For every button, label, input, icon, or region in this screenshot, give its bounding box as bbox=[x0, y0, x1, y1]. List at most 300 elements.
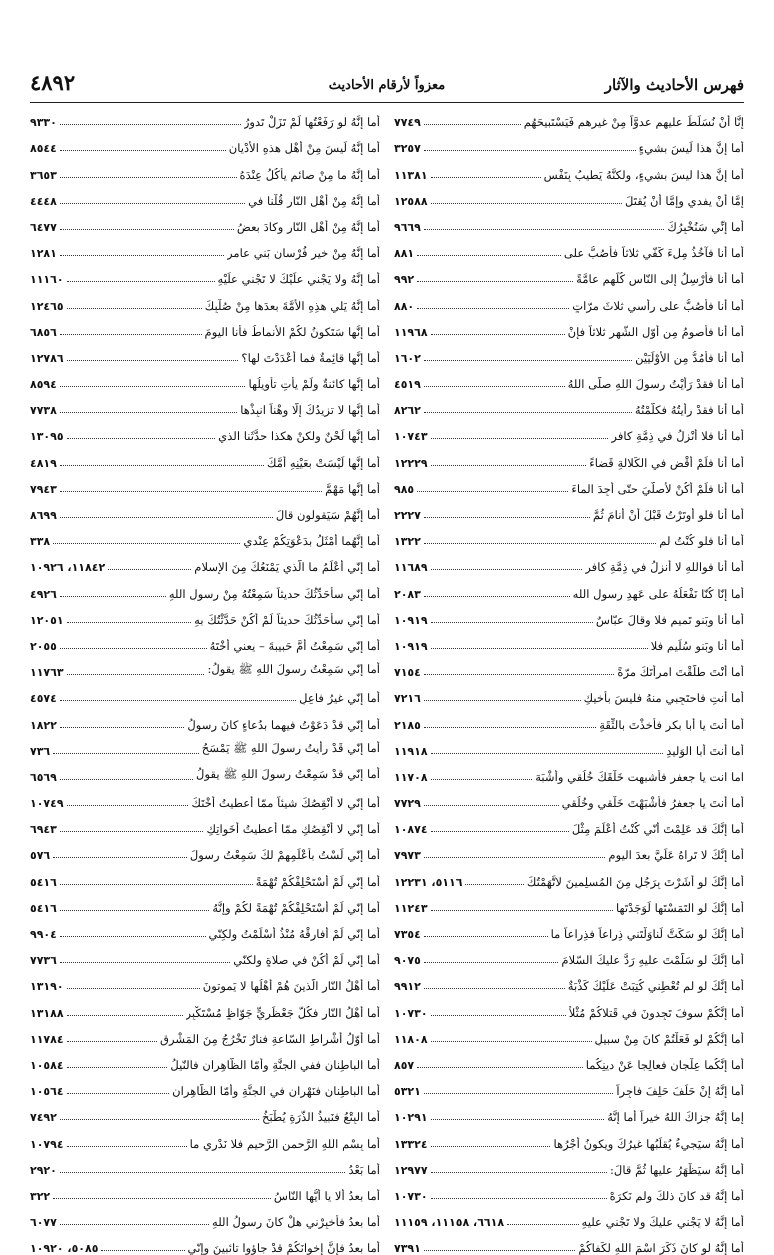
entry-text: إنَّا أنْ نُسَلِّطَ عليهم عدوَّاً مِنْ غيرِهم فَيَسْتَبيحَهُم bbox=[523, 115, 744, 130]
entry-text: أما أنا فأَصُبُّ على رأْسي ثلاثَ مرّاتٍ bbox=[572, 298, 744, 313]
dot-leader bbox=[60, 517, 273, 518]
dot-leader bbox=[424, 596, 570, 597]
dot-leader bbox=[60, 648, 207, 649]
dot-leader bbox=[67, 281, 215, 282]
entry-text: أما إنّي لا أُنْقِصُكِ ممّا أعطيتُ أخَواتِكِ bbox=[206, 822, 380, 837]
entry-text: أما إنَّها قائِمةٌ فما أعْدَدْتَ لها؟ bbox=[241, 350, 380, 365]
dot-leader bbox=[417, 1067, 583, 1068]
index-entry bbox=[394, 1229, 744, 1255]
entry-text: أما الباطِنانِ فنَهْرانِ في الجنَّةِ وأمّا الظّاهِرانِ bbox=[172, 1084, 380, 1099]
entry-numbers: ٧٧٣٨ bbox=[30, 404, 57, 418]
index-entry bbox=[394, 1124, 744, 1150]
entry-numbers: ٢١٨٥ bbox=[394, 718, 421, 732]
entry-numbers: ١٢٤٦٥ bbox=[30, 299, 64, 313]
entry-numbers: ٦٥٦٩ bbox=[30, 770, 57, 784]
entry-numbers: ٨٥٧ bbox=[394, 1058, 415, 1072]
entry-text: أما بعدُ فإنَّ إخوانَكُمْ قدْ جاؤوا تائبينَ وإنّي bbox=[187, 1241, 380, 1255]
index-entry bbox=[394, 1046, 744, 1072]
entry-text: أما إنَّهُ مِنْ خيرِ فُرْسانِ بَني عامرٍ bbox=[227, 246, 380, 261]
dot-leader bbox=[424, 412, 632, 413]
dot-leader bbox=[424, 857, 606, 858]
dot-leader bbox=[60, 1172, 346, 1173]
dot-leader bbox=[60, 779, 193, 780]
entry-numbers: ٤٨١٩ bbox=[30, 456, 57, 470]
entry-text: أما إنَّها كائنةٌ ولَمْ يأْتِ تأويلُها bbox=[248, 377, 380, 392]
dot-leader bbox=[424, 805, 559, 806]
index-entry bbox=[394, 443, 744, 469]
entry-text: أما إنَّكَ لو سَلَّمْتَ عليهِ رَدَّ عليكَ السّلامَ bbox=[561, 953, 744, 968]
dot-leader bbox=[60, 177, 237, 178]
index-entry bbox=[394, 182, 744, 208]
entry-numbers: ١٣٢٢ bbox=[394, 535, 421, 549]
entry-numbers: ٣٢٢ bbox=[30, 1189, 51, 1203]
entry-numbers: ٧٩٤٣ bbox=[30, 482, 57, 496]
right-column bbox=[394, 103, 744, 1255]
index-entry bbox=[394, 653, 744, 679]
entry-numbers: ١٢٠٥١ bbox=[30, 613, 64, 627]
index-entry bbox=[394, 810, 744, 836]
index-entry bbox=[394, 784, 744, 810]
dot-leader bbox=[431, 831, 569, 832]
entry-numbers: ٨٢٦٢ bbox=[394, 404, 421, 418]
dot-leader bbox=[53, 543, 240, 544]
dot-leader bbox=[431, 334, 565, 335]
index-entry bbox=[30, 1151, 380, 1177]
dot-leader bbox=[431, 779, 533, 780]
dot-leader bbox=[431, 203, 622, 204]
entry-numbers: ٥٤١٦ bbox=[30, 875, 57, 889]
index-entry bbox=[394, 129, 744, 155]
index-entry bbox=[394, 836, 744, 862]
entry-text: أما أنا فأصومُ مِن أوّلِ الشّهرِ ثلاثاً فإنْ bbox=[567, 324, 744, 339]
dot-leader bbox=[67, 308, 202, 309]
index-entry bbox=[30, 417, 380, 443]
entry-text: أما إنَّهُ سيَظْهَرُ عليها ثُمَّ قالَ: bbox=[610, 1162, 744, 1177]
index-entry bbox=[394, 627, 744, 653]
index-entry bbox=[30, 365, 380, 391]
index-entry bbox=[394, 522, 744, 548]
index-entry bbox=[394, 496, 744, 522]
index-entry bbox=[394, 1020, 744, 1046]
entry-numbers: ١١١٦٠ bbox=[30, 273, 64, 287]
entry-text: أما إنَّها لَحْنٌ ولكنْ هكذا حدَّثَنا الذي bbox=[218, 429, 380, 444]
entry-text: أما أهْلُ النّارِ فكُلُّ جَعْظَرِيٍّ جَوّاظٍ مُسْتَكْبِرٍ bbox=[185, 1005, 380, 1020]
entry-text: أما إنَّها لا تزيدُكَ إلّا وهْناً انبِذْها bbox=[240, 403, 380, 418]
dot-leader bbox=[101, 1250, 184, 1251]
dot-leader bbox=[60, 962, 230, 963]
index-entry bbox=[30, 103, 380, 129]
entry-numbers: ١٢٢٢٩ bbox=[394, 456, 428, 470]
entry-text: أما أنا فلَمْ أقْضِ في الكَلالةِ قَضاءً bbox=[589, 455, 744, 470]
entry-text: أما أنا وبَنو سُلَيمٍ فلا bbox=[650, 638, 744, 653]
left-column bbox=[30, 103, 380, 1255]
dot-leader bbox=[60, 491, 322, 492]
index-entry bbox=[30, 993, 380, 1019]
index-entry bbox=[30, 1072, 380, 1098]
entry-numbers: ٥٤١٦ bbox=[30, 901, 57, 915]
entry-text: أما إنّي غيرُ فاعِلٍ bbox=[299, 691, 380, 706]
entry-text: أما إنَّهُ لَيسَ مِنْ أهْلِ هذهِ الأدْيانِ bbox=[228, 141, 380, 156]
entry-text: أما بَعْدُ bbox=[348, 1162, 380, 1177]
dot-leader bbox=[424, 150, 636, 151]
index-entry bbox=[30, 1124, 380, 1150]
entry-text: أما إنَّهُ لا يَجْني عليكَ ولا تَجْني عليهِ bbox=[581, 1215, 744, 1230]
entry-text: أما إنَّ هذا لَيسَ بشيءٍ bbox=[638, 141, 744, 156]
entry-text: أما أنا فقدْ رَأَيْتُ رسولَ اللهِ صلّى اللهُ bbox=[567, 377, 744, 392]
entry-text: أما إنّي سأحَدِّثُكَ حديثاً لَمْ أكُنْ حَدَّثْتُكَ بهِ bbox=[194, 612, 380, 627]
index-entry bbox=[394, 103, 744, 129]
entry-numbers: ١٦٠٢ bbox=[394, 351, 421, 365]
index-entry bbox=[394, 208, 744, 234]
index-entry bbox=[30, 522, 380, 548]
entry-text: أما أنا وبَنو تَميمٍ فلا وقالَ عبّاسٌ bbox=[595, 612, 744, 627]
entry-numbers: ١٠٨٧٤ bbox=[394, 823, 428, 837]
dot-leader bbox=[424, 229, 665, 230]
entry-text: أما إنَّكَ لو لم تُعْطِني كُتِبَتْ عَلَيْكَ كَذْبَةٌ bbox=[567, 979, 744, 994]
dot-leader bbox=[431, 1146, 551, 1147]
entry-numbers: ١٠٧٤٣ bbox=[394, 430, 428, 444]
entry-text: أما إنَّهُ سيَجيءُ يُقلِّبُها غيرُكَ ويكونُ أجْرُها bbox=[553, 1136, 744, 1151]
index-entry bbox=[30, 810, 380, 836]
entry-numbers: ١٣١٨٨ bbox=[30, 1006, 64, 1020]
index-entry bbox=[30, 1098, 380, 1124]
entry-text: أما إنَّهُ إنْ حَلَفَ حَلِفَ فاجِراً bbox=[616, 1084, 744, 1099]
dot-leader bbox=[67, 360, 239, 361]
entry-text: أما إنَّكَ لو سَكَتَّ لَناوَلْتَني ذِراعاً فذِراعاً ما bbox=[550, 927, 744, 941]
index-entry bbox=[394, 339, 744, 365]
entry-numbers: ٢٩٢٠ bbox=[30, 1163, 57, 1177]
index-entry bbox=[394, 1072, 744, 1098]
dot-leader bbox=[67, 1146, 187, 1147]
entry-numbers: ١٢٧٨٦ bbox=[30, 351, 64, 365]
entry-text: أما أنا فأُرْسِلُ إلى النّاسِ كُلِّهِم عامَّةً bbox=[576, 272, 744, 287]
entry-text: أما إنَّهُ لو كانَ ذَكَرَ اسْمَ اللهِ لكَفاكُمْ bbox=[578, 1241, 744, 1255]
entry-numbers: ٤٥٧٤ bbox=[30, 692, 57, 706]
dot-leader bbox=[424, 727, 596, 728]
index-entry bbox=[394, 234, 744, 260]
index-entry bbox=[30, 915, 380, 941]
index-entry bbox=[30, 889, 380, 915]
entry-text: أما إنّي لَمْ أكُنْ في صلاةٍ ولكنّي bbox=[233, 953, 380, 968]
entry-numbers: ٦٨٥٦ bbox=[30, 325, 57, 339]
entry-text: أما إنَّهُ ولا يَجْني علَيْكَ لا تَجْني علَيْهِ bbox=[217, 272, 380, 287]
dot-leader bbox=[424, 700, 581, 701]
entry-numbers: ١١٧٦٣ bbox=[30, 666, 64, 680]
entry-text: أما أنا فأمُدُّ مِن الأُوْلَيَيْنِ bbox=[635, 350, 744, 365]
dot-leader bbox=[60, 910, 210, 911]
dot-leader bbox=[53, 1198, 271, 1199]
entry-text: أما أنا فآخُذُ مِلءَ كَفّي ثلاثاً فأَصُبُّ على bbox=[563, 246, 744, 261]
entry-text: أما إنَّها مَهْمَّ bbox=[325, 481, 380, 496]
entry-numbers: ٩٨٥ bbox=[394, 482, 415, 496]
entry-numbers: ٩٣٣٠ bbox=[30, 116, 57, 130]
index-entry bbox=[30, 1229, 380, 1255]
dot-leader bbox=[417, 281, 573, 282]
index-entry bbox=[394, 1151, 744, 1177]
entry-numbers: ٦٠٧٧ bbox=[30, 1216, 57, 1230]
entry-text: أما إنّا كُنّا نَفْعَلُهُ على عَهدِ رسولِ الله bbox=[572, 586, 744, 601]
dot-leader bbox=[67, 622, 192, 623]
dot-leader bbox=[431, 910, 613, 911]
index-entry bbox=[30, 758, 380, 784]
dot-leader bbox=[417, 255, 561, 256]
dot-leader bbox=[67, 1093, 170, 1094]
dot-leader bbox=[424, 962, 559, 963]
entry-text: أما أنا فواللهِ لا أُنزِلُ في ذِمَّةِ كافرٍ bbox=[585, 560, 744, 575]
entry-numbers: ١١٨٤٢، ١٠٩٢٦ bbox=[30, 561, 106, 575]
index-entry bbox=[394, 574, 744, 600]
entry-numbers: ٩٩٢ bbox=[394, 273, 415, 287]
index-entry bbox=[394, 915, 744, 941]
entry-text: أما أنْتَ طلَّقْتَ امرأتَكَ مرّةً bbox=[617, 665, 744, 680]
dot-leader bbox=[53, 753, 199, 754]
index-entry bbox=[30, 443, 380, 469]
index-entry bbox=[30, 234, 380, 260]
entry-text: أما إنّي لا أُنْقِصُكَ شيئاً ممّا أعطيتُ أُخْتَكَ bbox=[191, 796, 380, 811]
dot-leader bbox=[424, 1093, 613, 1094]
index-entry bbox=[30, 784, 380, 810]
index-entry bbox=[394, 967, 744, 993]
entry-numbers: ٣٦٥٣ bbox=[30, 168, 57, 182]
entry-numbers: ٧٢١٦ bbox=[394, 692, 421, 706]
entry-numbers: ٥٧٦ bbox=[30, 849, 51, 863]
entry-numbers: ٦٦١٨، ١١١٥٨، ١١١٥٩ bbox=[394, 1216, 505, 1230]
entry-numbers: ٩٦٦٩ bbox=[394, 220, 421, 234]
entry-numbers: ٥٣٢١ bbox=[394, 1085, 421, 1099]
entry-text: أما إنّي قَدْ رأيتُ رسولَ اللهِ ﷺ يَمْسَحُ bbox=[201, 740, 380, 755]
dot-leader bbox=[465, 884, 523, 885]
entry-text: أما إنَّكُمْ سوفَ تَجِدونَ في قَتلاكُمْ مُثْلاً bbox=[568, 1005, 744, 1020]
entry-numbers: ٨٥٤٤ bbox=[30, 142, 57, 156]
entry-numbers: ١٨٢٢ bbox=[30, 718, 57, 732]
index-entry bbox=[394, 601, 744, 627]
index-entry bbox=[394, 548, 744, 574]
entry-text: أما إنّي لَمْ أسْتَحْلِفْكُمْ تُهْمَةً bbox=[255, 874, 380, 889]
entry-text: أما إنَّهُ ما مِنْ صائمٍ يأكُلُ عِنْدَهُ bbox=[239, 167, 380, 182]
dot-leader bbox=[67, 1015, 183, 1016]
dot-leader bbox=[431, 648, 648, 649]
entry-text: أما إنّي لَمْ أُفارِقْهُ مُنْذُ أسْلَمْتُ ولكِنّي bbox=[208, 927, 380, 941]
entry-numbers: ٢٠٥٥ bbox=[30, 639, 57, 653]
dot-leader bbox=[60, 936, 206, 937]
dot-leader bbox=[431, 1172, 607, 1173]
dot-leader bbox=[424, 1250, 576, 1251]
index-entry bbox=[394, 679, 744, 705]
entry-numbers: ١٢٨١ bbox=[30, 247, 57, 261]
dot-leader bbox=[431, 622, 593, 623]
dot-leader bbox=[431, 177, 541, 178]
dot-leader bbox=[431, 1198, 607, 1199]
entry-numbers: ٥١١٦، ١٢٢٣١ bbox=[394, 875, 463, 889]
dot-leader bbox=[67, 438, 216, 439]
entry-text: أما أنا فقدْ رأيتُهُ فكلَّمْتُهُ bbox=[634, 403, 744, 418]
index-entry bbox=[30, 1020, 380, 1046]
entry-numbers: ٧٩٧٣ bbox=[394, 849, 421, 863]
entry-numbers: ٣٢٥٧ bbox=[394, 142, 421, 156]
index-entry bbox=[30, 679, 380, 705]
entry-text: إمَّا أنْ يفدي وإمَّا أنْ يُقتَلَ bbox=[624, 193, 744, 208]
dot-leader bbox=[424, 386, 565, 387]
running-subtitle: معزواً لأرقام الأحاديث bbox=[328, 78, 446, 93]
entry-numbers: ١٠٧٤٩ bbox=[30, 797, 64, 811]
dot-leader bbox=[424, 543, 656, 544]
entry-numbers: ٩٩١٢ bbox=[394, 980, 421, 994]
entry-text: أما إنَّكُما عِلْجانِ فعالِجا عَنْ دينِكُما bbox=[585, 1057, 744, 1072]
dot-leader bbox=[60, 203, 245, 204]
entry-numbers: ١٠٧٣٠ bbox=[394, 1006, 428, 1020]
dot-leader bbox=[60, 831, 204, 832]
index-entry bbox=[30, 941, 380, 967]
index-entry bbox=[30, 1177, 380, 1203]
index-entry bbox=[30, 967, 380, 993]
index-entry bbox=[30, 286, 380, 312]
page-number: ٤٨٩٢ bbox=[30, 70, 76, 95]
index-entry bbox=[394, 286, 744, 312]
entry-text: أما أنا فلا أُنْزِلُ في ذِمَّةِ كافرٍ bbox=[611, 429, 744, 444]
entry-text: أما إنَّكُمْ لو فَعَلْتُمْ كانَ مِنْ سبيلٍ bbox=[594, 1031, 744, 1046]
entry-text: أما أنا فلَمْ أكُنْ لأُصلّيَ حتّى أجِدَ الماءَ bbox=[571, 481, 744, 496]
index-entry bbox=[394, 260, 744, 286]
index-entry bbox=[394, 391, 744, 417]
dot-leader bbox=[60, 884, 253, 885]
entry-numbers: ١٠٩١٩ bbox=[394, 613, 428, 627]
index-entry bbox=[30, 182, 380, 208]
entry-text: أما بعدُ فأخبِرْني هلْ كانَ رسولُ اللهِ bbox=[211, 1215, 380, 1230]
dot-leader bbox=[60, 700, 296, 701]
dot-leader bbox=[424, 674, 615, 675]
entry-text: أما بِسْمِ اللهِ الرَّحمنِ الرَّحيمِ فلا نَدْري ما bbox=[189, 1136, 380, 1151]
dot-leader bbox=[60, 124, 241, 125]
index-entry bbox=[394, 758, 744, 784]
entry-text: أما إنَّهُمْ سَيَقولون قالَ bbox=[275, 508, 380, 522]
index-entry bbox=[30, 391, 380, 417]
entry-text: أما أنا فلو كُنْتُ لم bbox=[659, 534, 744, 549]
index-entry bbox=[394, 732, 744, 758]
entry-numbers: ١٣٠٩٥ bbox=[30, 430, 64, 444]
entry-text: أما إنّي لَمْ أسْتَحْلِفْكُمْ تُهْمَةً لكُمْ وإنَّهُ bbox=[212, 900, 380, 915]
entry-numbers: ١١٩٦٨ bbox=[394, 325, 428, 339]
entry-text: أما أوّلُ أشْراطِ السّاعةِ فنارٌ تَخْرُجُ مِنَ المَشْرِقِ bbox=[159, 1031, 380, 1046]
index-entry bbox=[30, 155, 380, 181]
index-entry bbox=[394, 993, 744, 1019]
entry-text: أما إنّي سَمِعْتُ أمَّ حَبيبةَ – يعني أُخْتَهُ bbox=[209, 638, 380, 653]
running-title: فهرس الأحاديث والآثار bbox=[604, 76, 744, 94]
index-entry bbox=[394, 1177, 744, 1203]
entry-text: أما إنَّ هذا ليسَ بشيءٍ، ولكنَّهُ يَطيبُ بِنَفْسٍ bbox=[543, 167, 744, 182]
dot-leader bbox=[417, 491, 568, 492]
index-entry bbox=[30, 574, 380, 600]
entry-numbers: ٧٧٢٩ bbox=[394, 797, 421, 811]
entry-numbers: ١٠٥٦٤ bbox=[30, 1085, 64, 1099]
index-entry bbox=[394, 470, 744, 496]
dot-leader bbox=[60, 1119, 259, 1120]
entry-numbers: ٦٤٧٧ bbox=[30, 220, 57, 234]
entry-text: أما إنَّها لَيْسَتْ بعَيْنِهِ أمَّكَ bbox=[266, 455, 380, 470]
entry-numbers: ٣٣٨ bbox=[30, 535, 51, 549]
entry-text: أما إنّي سَمِعْتُ رسولَ اللهِ ﷺ يقولُ: bbox=[207, 662, 380, 677]
entry-text: أما أنا فلو أوتَرْتُ قَبْلَ أنْ أنامَ ثُمَّ bbox=[592, 508, 744, 522]
entry-numbers: ١١٦٨٩ bbox=[394, 561, 428, 575]
index-entry bbox=[30, 862, 380, 888]
dot-leader bbox=[67, 1041, 157, 1042]
index-entry bbox=[30, 705, 380, 731]
index-entry bbox=[394, 889, 744, 915]
entry-text: أما إنَّهُ مِنْ أهْلِ النّارِ وكادَ بعضُ bbox=[236, 219, 380, 234]
index-entry bbox=[30, 548, 380, 574]
entry-numbers: ٧٤٩٢ bbox=[30, 1111, 57, 1125]
entry-numbers: ٧٣٦ bbox=[30, 744, 51, 758]
entry-numbers: ٥٠٨٥، ١٠٩٢٠ bbox=[30, 1242, 99, 1255]
dot-leader bbox=[424, 517, 590, 518]
entry-text: أما إنَّكَ لو أشَرْتَ بِرَجُلٍ مِنَ المُسلِمينَ لاتَّهَمْتُكَ bbox=[526, 874, 744, 889]
index-entry bbox=[394, 862, 744, 888]
entry-numbers: ٤٤٤٨ bbox=[30, 194, 57, 208]
index-entry bbox=[394, 417, 744, 443]
entry-numbers: ١٠٧٩٤ bbox=[30, 1137, 64, 1151]
entry-numbers: ٨٨٠ bbox=[394, 299, 415, 313]
entry-numbers: ١١٨٠٨ bbox=[394, 1032, 428, 1046]
entry-text: أما إنّي لَسْتُ بأعْلَمِهِمْ لكَ سَمِعْتُ رسولَ bbox=[189, 848, 380, 863]
index-entry bbox=[394, 313, 744, 339]
dot-leader bbox=[431, 1041, 592, 1042]
entry-numbers: ١١٧٨٤ bbox=[30, 1032, 64, 1046]
entry-numbers: ٧٧٤٩ bbox=[394, 116, 421, 130]
entry-numbers: ١١٣٨١ bbox=[394, 168, 428, 182]
index-entry bbox=[394, 1098, 744, 1124]
entry-numbers: ٧٧٣٦ bbox=[30, 954, 57, 968]
entry-text: اما انت يا جعفر فأشبهت خَلْقَكَ خُلُقي وأشْبَهَ bbox=[535, 769, 744, 784]
dot-leader bbox=[60, 1224, 209, 1225]
index-entry bbox=[394, 941, 744, 967]
dot-leader bbox=[60, 255, 224, 256]
dot-leader bbox=[67, 805, 189, 806]
index-entry bbox=[30, 339, 380, 365]
entry-numbers: ١٣١٩٠ bbox=[30, 980, 64, 994]
index-entry bbox=[394, 155, 744, 181]
entry-numbers: ١٠٥٨٤ bbox=[30, 1058, 64, 1072]
entry-numbers: ٨٨١ bbox=[394, 247, 415, 261]
entry-numbers: ١٠٩١٩ bbox=[394, 639, 428, 653]
dot-leader bbox=[53, 857, 187, 858]
index-entry bbox=[394, 705, 744, 731]
entry-text: أما أنتَ يا جعفرُ فأشْبَهْتَ خَلْقي وخُلُقي bbox=[561, 796, 744, 811]
dot-leader bbox=[417, 308, 569, 309]
entry-numbers: ١٠٧٣٠ bbox=[394, 1189, 428, 1203]
entry-numbers: ٢٠٨٣ bbox=[394, 587, 421, 601]
index-entry bbox=[30, 653, 380, 679]
dot-leader bbox=[108, 569, 191, 570]
dot-leader bbox=[60, 596, 166, 597]
dot-leader bbox=[60, 150, 226, 151]
dot-leader bbox=[67, 988, 200, 989]
entry-text: إما إنَّهُ جزاكَ اللهُ خيراً أما إنَّهُ bbox=[607, 1110, 744, 1125]
index-entry bbox=[30, 1203, 380, 1229]
index-entry bbox=[30, 836, 380, 862]
entry-numbers: ١١٧٠٨ bbox=[394, 770, 428, 784]
entry-text: أما إنَّكَ لو التَمَسْتَها لَوَجَدْتَها bbox=[616, 900, 744, 915]
dot-leader bbox=[431, 438, 609, 439]
index-entry bbox=[30, 627, 380, 653]
entry-text: أما إنَّكَ قد عَلِمْتَ أنّي كُنْتُ أعْلَمَ مِثْلَ bbox=[571, 822, 744, 837]
dot-leader bbox=[60, 727, 185, 728]
entry-text: أما البِتْعُ فنَبيذُ الذُّرَةِ يُطْبَخُ bbox=[262, 1110, 380, 1125]
page-header bbox=[30, 62, 744, 103]
entry-numbers: ٦٩٤٣ bbox=[30, 823, 57, 837]
dot-leader bbox=[507, 1224, 578, 1225]
entry-text: أما إنّي سأحَدِّثُكَ حديثاً سَمِعْتُهُ مِنْ رسولِ اللهِ bbox=[168, 586, 380, 601]
entry-text: أما إنِّي سَنُخْبِرُكَ bbox=[667, 219, 744, 234]
index-entry bbox=[30, 496, 380, 522]
